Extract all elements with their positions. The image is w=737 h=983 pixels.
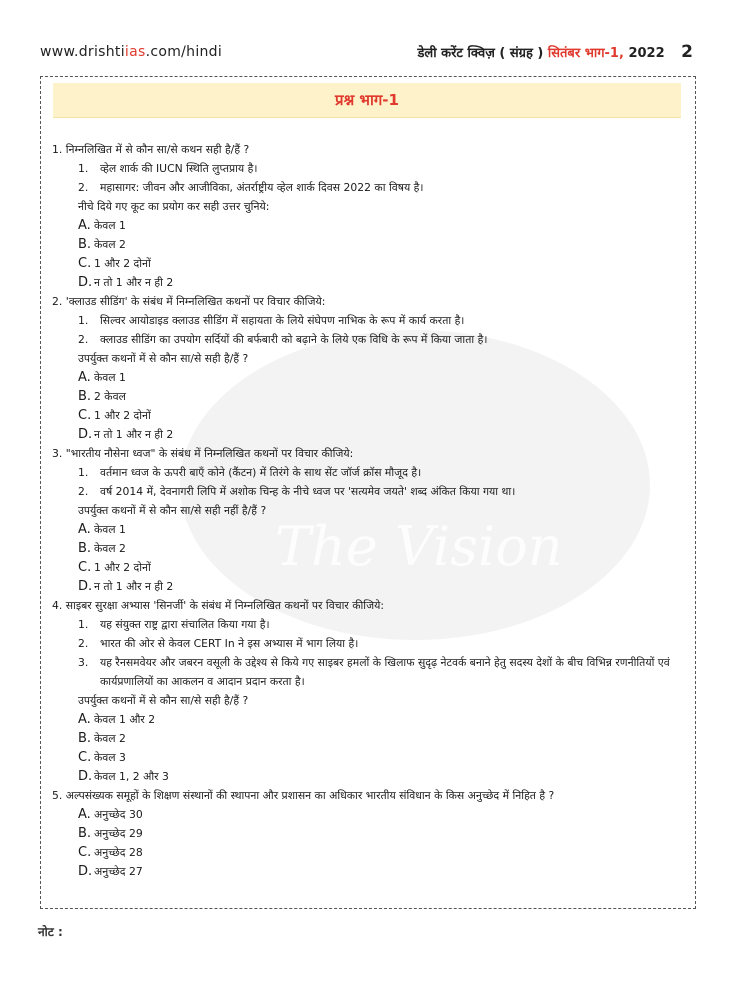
statement-number: 2. — [78, 637, 89, 650]
watermark-text: The Vision — [275, 515, 563, 578]
option-text: अनुच्छेद 28 — [94, 846, 143, 859]
question-4 — [52, 596, 687, 786]
question-title: 1. निम्नलिखित में से कौन सा/से कथन सही है/हैं ? — [52, 143, 250, 156]
header-title-part: सितंबर भाग-1, — [547, 46, 624, 61]
option-label: B. — [78, 826, 92, 841]
statement-number: 1. — [78, 466, 89, 479]
option-text: केवल 3 — [94, 751, 126, 764]
option-label: C. — [78, 560, 92, 575]
answer-option[interactable] — [52, 368, 687, 387]
answer-option[interactable] — [52, 805, 687, 824]
option-label: A. — [78, 218, 91, 233]
statement-text: सिल्वर आयोडाइड क्लाउड सीडिंग में सहायता के लिये संघेपण नाभिक के रूप में कार्य करता है। — [100, 314, 465, 327]
answer-option[interactable] — [52, 216, 687, 235]
option-label: C. — [78, 845, 92, 860]
answer-option[interactable] — [52, 824, 687, 843]
answer-option[interactable] — [52, 235, 687, 254]
statement — [52, 653, 687, 691]
question-instruction: उपर्युक्त कथनों में से कौन सा/से सही है/हैं ? — [78, 694, 249, 707]
option-label: A. — [78, 522, 91, 537]
option-label: B. — [78, 731, 92, 746]
statement-text: व्हेल शार्क की IUCN स्थिति लुप्तप्राय है। — [100, 162, 258, 175]
option-label: D. — [78, 579, 93, 594]
header-title-main: डेली करेंट क्विज़ ( संग्रह ) — [417, 46, 544, 61]
answer-option[interactable] — [52, 748, 687, 767]
option-text: 1 और 2 दोनों — [94, 561, 151, 574]
option-label: A. — [78, 712, 91, 727]
answer-option[interactable] — [52, 520, 687, 539]
page-header-title — [417, 42, 693, 62]
option-text: अनुच्छेद 27 — [94, 865, 143, 878]
header-year: 2022 — [628, 46, 665, 61]
question-title: 4. साइबर सुरक्षा अभ्यास 'सिनर्जी' के संबंध में निम्नलिखित कथनों पर विचार कीजिये: — [52, 599, 385, 612]
option-text: अनुच्छेद 30 — [94, 808, 143, 821]
answer-option[interactable] — [52, 767, 687, 786]
question-title: 2. 'क्लाउड सीडिंग' के संबंध में निम्नलिखित कथनों पर विचार कीजिये: — [52, 295, 326, 308]
option-label: D. — [78, 769, 93, 784]
statement-text: भारत की ओर से केवल CERT In ने इस अभ्यास में भाग लिया है। — [100, 637, 359, 650]
option-text: अनुच्छेद 29 — [94, 827, 143, 840]
statement — [52, 482, 687, 501]
statement-text: यह संयुक्त राष्ट्र द्वारा संचालित किया गया है। — [100, 618, 270, 631]
question-title: 5. अल्पसंख्यक समूहों के शिक्षण संस्थानों की स्थापना और प्रशासन का अधिकार भारतीय संविधान के किस अनुच्छेद में निहित है ? — [52, 789, 555, 802]
answer-option[interactable] — [52, 862, 687, 881]
option-label: D. — [78, 275, 93, 290]
url-suffix: .com/hindi — [145, 44, 223, 60]
statement-text: महासागर: जीवन और आजीविका, अंतर्राष्ट्रीय व्हेल शार्क दिवस 2022 का विषय है। — [100, 181, 424, 194]
answer-option[interactable] — [52, 254, 687, 273]
statement-number: 1. — [78, 618, 89, 631]
option-label: A. — [78, 370, 91, 385]
answer-option[interactable] — [52, 406, 687, 425]
option-text: 1 और 2 दोनों — [94, 409, 151, 422]
question-1 — [52, 140, 687, 292]
option-text: केवल 1, 2 और 3 — [94, 770, 169, 783]
option-text: केवल 2 — [94, 732, 126, 745]
question-instruction: उपर्युक्त कथनों में से कौन सा/से सही नहीं है/हैं ? — [78, 504, 267, 517]
statement-text: वर्ष 2014 में, देवनागरी लिपि में अशोक चिन्ह के नीचे ध्वज पर 'सत्यमेव जयते' शब्द अंकित किया गया था। — [100, 485, 516, 498]
statement — [52, 634, 687, 653]
option-label: A. — [78, 807, 91, 822]
statement — [52, 159, 687, 178]
answer-option[interactable] — [52, 843, 687, 862]
answer-option[interactable] — [52, 577, 687, 596]
option-label: C. — [78, 750, 92, 765]
page-number: 2 — [681, 42, 693, 62]
option-text: केवल 1 — [94, 219, 126, 232]
statement — [52, 330, 687, 349]
option-text: केवल 1 और 2 — [94, 713, 156, 726]
option-text: केवल 1 — [94, 523, 126, 536]
option-text: केवल 2 — [94, 542, 126, 555]
option-text: न तो 1 और न ही 2 — [94, 276, 174, 289]
option-text: केवल 2 — [94, 238, 126, 251]
question-instruction: उपर्युक्त कथनों में से कौन सा/से सही है/हैं ? — [78, 352, 249, 365]
option-text: न तो 1 और न ही 2 — [94, 428, 174, 441]
answer-option[interactable] — [52, 387, 687, 406]
answer-option[interactable] — [52, 729, 687, 748]
answer-option[interactable] — [52, 425, 687, 444]
statement — [52, 311, 687, 330]
url-prefix: www.drishti — [40, 44, 125, 60]
answer-option[interactable] — [52, 558, 687, 577]
option-label: D. — [78, 864, 93, 879]
statement-number: 1. — [78, 314, 89, 327]
question-3 — [52, 444, 687, 596]
question-title: 3. "भारतीय नौसेना ध्वज" के संबंध में निम्नलिखित कथनों पर विचार कीजिये: — [52, 447, 354, 460]
site-url[interactable] — [40, 44, 222, 60]
question-2 — [52, 292, 687, 444]
statement-number: 2. — [78, 485, 89, 498]
option-label: B. — [78, 389, 92, 404]
question-instruction: नीचे दिये गए कूट का प्रयोग कर सही उत्तर चुनिये: — [78, 200, 270, 213]
statement-text: क्लाउड सीडिंग का उपयोग सर्दियों की बर्फबारी को बढ़ाने के लिये एक विधि के रूप में किया जाता है। — [100, 333, 488, 346]
option-text: न तो 1 और न ही 2 — [94, 580, 174, 593]
statement-number: 1. — [78, 162, 89, 175]
option-text: 1 और 2 दोनों — [94, 257, 151, 270]
option-label: B. — [78, 541, 92, 556]
statement — [52, 463, 687, 482]
statement-text: यह रैनसमवेयर और जबरन वसूली के उद्देश्य से किये गए साइबर हमलों के खिलाफ सुदृढ़ नेटवर्क बनाने हेतु सदस्य देशों के बीच विभिन्न रणनीतियों एवं कार्यप्रणालियों का आकलन व आदान प्रदान करता है। — [100, 656, 670, 688]
section-banner: प्रश्न भाग-1 — [53, 83, 681, 118]
option-text: केवल 1 — [94, 371, 126, 384]
option-label: B. — [78, 237, 92, 252]
option-label: C. — [78, 408, 92, 423]
answer-option[interactable] — [52, 539, 687, 558]
answer-option[interactable] — [52, 710, 687, 729]
statement-number: 2. — [78, 181, 89, 194]
url-accent: ias — [124, 44, 146, 60]
option-label: D. — [78, 427, 93, 442]
question-list — [52, 140, 687, 881]
option-label: C. — [78, 256, 92, 271]
statement — [52, 615, 687, 634]
statement-number: 2. — [78, 333, 89, 346]
option-text: 2 केवल — [94, 390, 126, 403]
footer-note: नोट : — [38, 925, 63, 939]
statement — [52, 178, 687, 197]
answer-option[interactable] — [52, 273, 687, 292]
question-5 — [52, 786, 687, 881]
statement-number: 3. — [78, 656, 89, 669]
statement-text: वर्तमान ध्वज के ऊपरी बाएँ कोने (कैंटन) में तिरंगे के साथ सेंट जॉर्ज क्रॉस मौजूद है। — [100, 466, 422, 479]
